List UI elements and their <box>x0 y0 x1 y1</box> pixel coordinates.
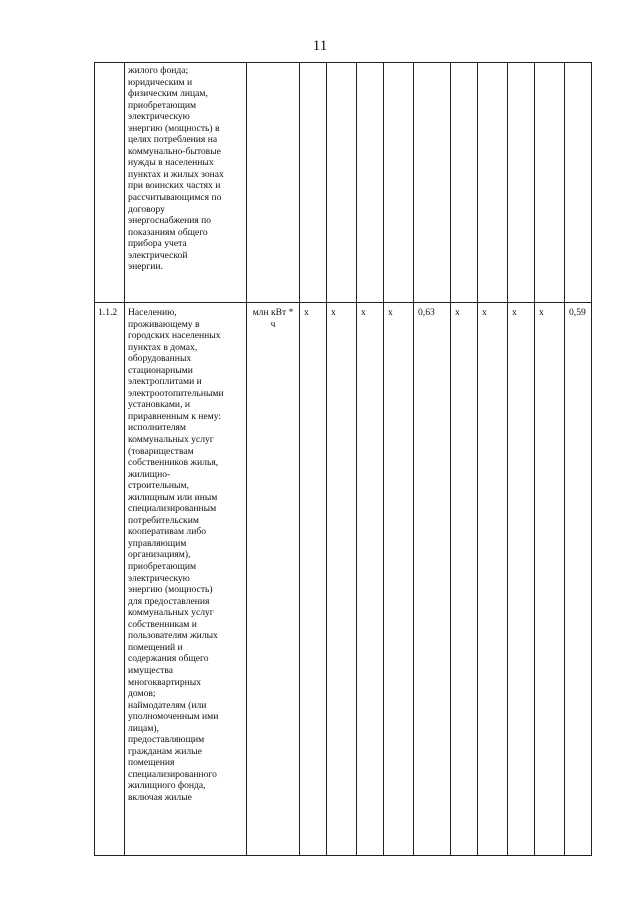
description-line: оборудованных <box>128 353 192 365</box>
value-cell: x <box>451 303 478 856</box>
description-line: собственников жилья, <box>128 457 219 469</box>
description-line: уполномоченным ими <box>128 711 219 723</box>
description-line: управляющим <box>128 537 187 549</box>
description-line: для предоставления <box>128 595 210 607</box>
value-cell <box>414 63 451 303</box>
value-cell: x <box>384 303 414 856</box>
value-cell: x <box>535 303 565 856</box>
description-line: городских населенных <box>128 330 221 342</box>
description-line: проживающему в <box>128 318 200 330</box>
description-line: коммунальных услуг <box>128 607 214 619</box>
description-line: приравненным к нему: <box>128 410 222 422</box>
description-line: пользователям жилых <box>128 630 218 642</box>
description-line: рассчитывающимся по <box>128 192 222 204</box>
description-line: целях потребления на <box>128 134 218 146</box>
table-row <box>95 63 592 303</box>
value-cell: 0,63 <box>414 303 451 856</box>
description-line: электрическую <box>128 572 190 584</box>
description-line: показаниям общего <box>128 226 208 238</box>
value-cell: x <box>357 303 384 856</box>
description-line: специализированным <box>128 503 217 515</box>
description-line: Населению, <box>128 307 177 318</box>
description-line: предоставляющим <box>128 734 205 746</box>
description-line: коммунально-бытовые <box>128 145 221 157</box>
row-number-cell: 1.1.2 <box>95 303 125 856</box>
description-line: жилищным или иным <box>128 491 218 503</box>
row-number-cell <box>95 63 125 303</box>
description-line: помещения <box>128 757 175 769</box>
value-cell <box>327 63 357 303</box>
value-cell <box>535 63 565 303</box>
value-cell <box>357 63 384 303</box>
description-line: (товариществам <box>128 445 194 457</box>
value-cell <box>300 63 327 303</box>
value-cell <box>565 63 592 303</box>
description-line: собственникам и <box>128 618 197 630</box>
description-line: исполнителям <box>128 422 186 434</box>
description-line: пунктах в домах, <box>128 341 198 353</box>
consumer-description-cell <box>125 303 247 856</box>
description-line: организациям), <box>128 549 191 561</box>
value-cell: x <box>478 303 508 856</box>
description-line: жилищно- <box>128 468 171 480</box>
value-cell: x <box>508 303 535 856</box>
description-line: домов; <box>128 688 156 700</box>
description-line: при воинских частях и <box>128 180 221 192</box>
value-cell: x <box>300 303 327 856</box>
description-line: электроплитами и <box>128 376 202 388</box>
description-line: имущества <box>128 664 173 676</box>
description-line: энергоснабжения по <box>128 215 212 227</box>
description-line: содержания общего <box>128 653 209 665</box>
description-line: стационарными <box>128 364 193 376</box>
consumer-description-cell <box>125 63 247 303</box>
description-line: энергии. <box>128 261 163 273</box>
value-cell <box>478 63 508 303</box>
description-line: потребительским <box>128 514 199 526</box>
description-line: физическим лицам, <box>128 88 208 100</box>
description-line: лицам), <box>128 722 159 734</box>
description-line: приобретающим <box>128 99 197 111</box>
value-cell: x <box>327 303 357 856</box>
description-line: жилого фонда; <box>128 65 189 76</box>
description-line: гражданам жилые <box>128 745 202 757</box>
description-line: помещений и <box>128 641 183 653</box>
description-line: пунктах и жилых зонах <box>128 168 224 180</box>
description-line: строительным, <box>128 480 189 492</box>
description-line: электроотопительными <box>128 387 224 399</box>
unit-cell: млн кВт * ч <box>247 303 300 856</box>
description-line: юридическим и <box>128 76 193 88</box>
description-line: специализированного <box>128 768 217 780</box>
description-line: включая жилые <box>128 791 192 803</box>
description-line: энергию (мощность) в <box>128 122 220 134</box>
description-line: жилищного фонда, <box>128 780 206 792</box>
description-line: электрической <box>128 249 188 261</box>
description-line: наймодателям (или <box>128 699 207 711</box>
value-cell: 0,59 <box>565 303 592 856</box>
value-cell <box>508 63 535 303</box>
description-line: нужды в населенных <box>128 157 214 169</box>
description-line: многоквартирных <box>128 676 201 688</box>
tariff-table <box>94 62 592 856</box>
description-line: электрическую <box>128 111 190 123</box>
description-line: коммунальных услуг <box>128 434 214 446</box>
description-line: установками, и <box>128 399 190 411</box>
description-line: договору <box>128 203 165 215</box>
value-cell <box>451 63 478 303</box>
unit-cell <box>247 63 300 303</box>
description-line: прибора учета <box>128 238 187 250</box>
page-number: 11 <box>312 38 328 54</box>
value-cell <box>384 63 414 303</box>
description-line: энергию (мощность) <box>128 584 213 596</box>
table-row <box>95 303 592 856</box>
description-line: приобретающим <box>128 561 197 573</box>
description-line: кооперативам либо <box>128 526 207 538</box>
